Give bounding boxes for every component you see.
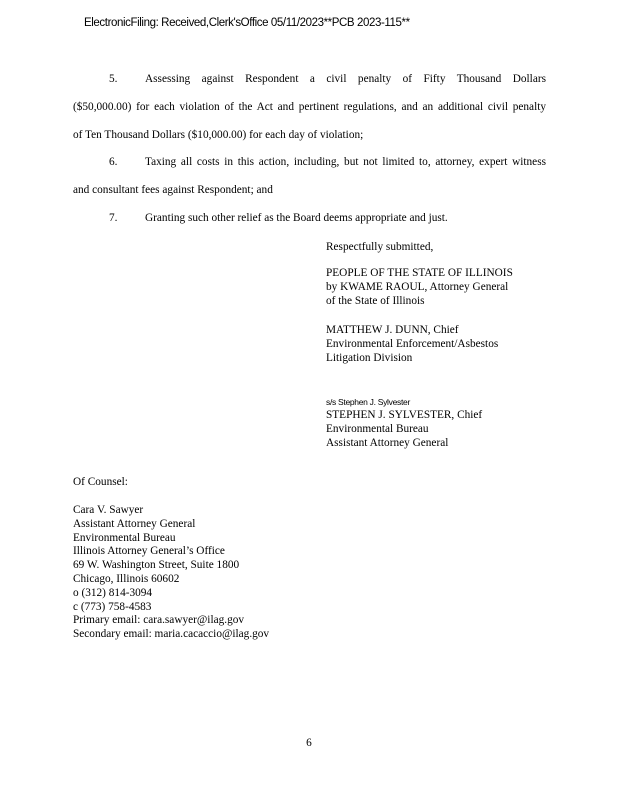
people-line-1: PEOPLE OF THE STATE OF ILLINOIS: [326, 267, 513, 279]
counsel-street: 69 W. Washington Street, Suite 1800: [73, 559, 240, 572]
counsel-title: Assistant Attorney General: [73, 517, 196, 530]
sylvester-block: [326, 396, 482, 450]
paragraph-5-line-1: [73, 65, 546, 93]
paragraph-7-number: 7.: [109, 212, 118, 224]
sylvester-line-2: Environmental Bureau: [326, 423, 429, 435]
paragraph-7-text-1: Granting such other relief as the Board deems appropriate and just.: [145, 212, 448, 224]
paragraph-6-text-1: Taxing all costs in this action, including, but not limited to, attorney, expert witness: [145, 156, 546, 168]
people-block: [326, 266, 513, 308]
counsel-office-phone: o (312) 814-3094: [73, 586, 153, 599]
paragraph-7-line-1: [73, 204, 546, 232]
page-number: 6: [306, 737, 312, 749]
paragraph-5: [73, 65, 546, 149]
paragraph-5-number: 5.: [109, 73, 118, 85]
paragraph-6-number: 6.: [109, 156, 118, 168]
people-line-2: by KWAME RAOUL, Attorney General: [326, 281, 509, 293]
dunn-block: [326, 323, 498, 365]
of-counsel-label: Of Counsel:: [73, 476, 128, 488]
closing: Respectfully submitted,: [326, 241, 434, 253]
sylvester-line-1: STEPHEN J. SYLVESTER, Chief: [326, 409, 483, 421]
paragraph-6: [73, 148, 546, 204]
counsel-city: Chicago, Illinois 60602: [73, 572, 180, 585]
counsel-secondary-email: Secondary email: maria.cacaccio@ilag.gov: [73, 628, 270, 641]
sylvester-line-3: Assistant Attorney General: [326, 437, 449, 449]
counsel-bureau: Environmental Bureau: [73, 531, 176, 544]
paragraph-6-line-2: and consultant fees against Respondent; and: [73, 184, 273, 196]
counsel-office: Illinois Attorney General’s Office: [73, 545, 225, 558]
paragraph-6-line-1: [73, 148, 546, 176]
filing-stamp: ElectronicFiling: Received,Clerk'sOffice 05/11/2023**PCB 2023-115**: [84, 17, 410, 29]
paragraph-5-text-1: Assessing against Respondent a civil penalty of Fifty Thousand Dollars: [145, 73, 546, 85]
electronic-signature: s/s Stephen J. Sylvester: [326, 397, 410, 407]
people-line-3: of the State of Illinois: [326, 295, 425, 307]
paragraph-5-line-2: ($50,000.00) for each violation of the Act and pertinent regulations, and an additional civil penalty: [73, 101, 546, 113]
paragraph-5-line-3: of Ten Thousand Dollars ($10,000.00) for each day of violation;: [73, 129, 364, 141]
paragraph-7: [73, 204, 546, 232]
of-counsel-block: [73, 504, 269, 642]
dunn-line-3: Litigation Division: [326, 352, 413, 364]
dunn-line-2: Environmental Enforcement/Asbestos: [326, 338, 499, 350]
counsel-name: Cara V. Sawyer: [73, 504, 144, 516]
dunn-line-1: MATTHEW J. DUNN, Chief: [326, 324, 459, 336]
counsel-primary-email: Primary email: cara.sawyer@ilag.gov: [73, 614, 245, 627]
counsel-cell-phone: c (773) 758-4583: [73, 600, 152, 613]
